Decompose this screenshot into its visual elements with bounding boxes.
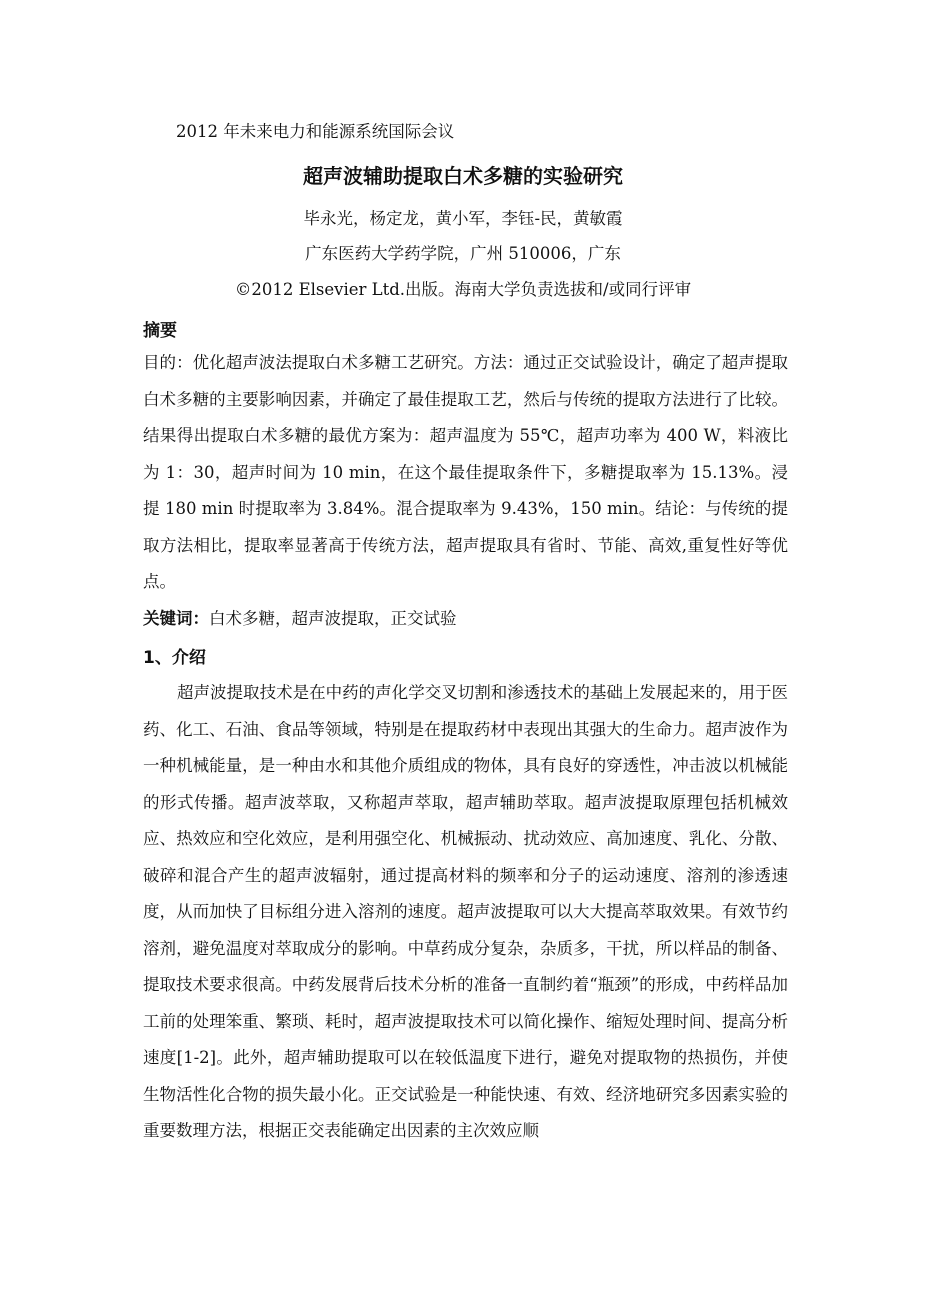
copyright: ©2012 Elsevier Ltd.出版。海南大学负责选拔和/或同行评审	[234, 280, 692, 299]
intro-text: 超声波提取技术是在中药的声化学交叉切割和渗透技术的基础上发展起来的，用于医药、化工、石油、食品等领域，特别是在提取药材中表现出其强大的生命力。超声波作为一种机械能量，是一种由水和其他介质组成的物体，具有良好的穿透性，冲击波以机械能的形式传播。超声波萃取，又称超声萃取，超声辅助萃取。超声波提取原理包括机械效应、热效应和空化效应，是利用强空化、机械振动、扰动效应、高加速度、乳化、分散、破碎和混合产生的超声波辐射，通过提高材料的频率和分子的运动速度、溶剂的渗透速度，从而加快了目标组分进入溶剂的速度。超声波提取可以大大提高萃取效果。有效节约溶剂，避免温度对萃取成分的影响。中草药成分复杂，杂质多，干扰，所以样品的制备、提取技术要求很高。中药发展背后技术分析的准备一直制约着“瓶颈”的形成，中药样品加工前的处理笨重、繁琐、耗时，超声波提取技术可以简化操作、缩短处理时间、提高分析速度[1-2]。此外，超声辅助提取可以在较低温度下进行，避免对提取物的热损伤，并使生物活性化合物的损失最小化。正交试验是一种能快速、有效、经济地研究多因素实验的重要数理方法，根据正交表能确定出因素的主次效应顺	[143, 683, 788, 1140]
authors: 毕永光，杨定龙，黄小军，李钰-民，黄敏霞	[303, 209, 623, 228]
abstract-text: 目的：优化超声波法提取白术多糖工艺研究。方法：通过正交试验设计，确定了超声提取白术多糖的主要影响因素，并确定了最佳提取工艺，然后与传统的提取方法进行了比较。结果得出提取白术多糖的最优方案为：超声温度为 55℃，超声功率为 400 W，料液比为 1：30，超声时间为 10 min，在这个最佳提取条件下，多糖提取率为 15.13%。浸提 180 min 时提取率为 3.84%。混合提取率为 9.43%，150 min。结论：与传统的提取方法相比，提取率显著高于传统方法，超声提取具有省时、节能、高效,重复性好等优点。	[143, 353, 788, 591]
affiliation: 广东医药大学药学院，广州 510006，广东	[305, 244, 621, 263]
conference-line: 2012 年未来电力和能源系统国际会议	[176, 122, 455, 141]
keywords-label: 关键词：	[143, 609, 209, 628]
intro-heading: 1、介绍	[143, 648, 206, 668]
paper-title: 超声波辅助提取白术多糖的实验研究	[303, 164, 623, 188]
keywords	[143, 605, 457, 629]
keywords-text: 白术多糖，超声波提取，正交试验	[209, 609, 457, 628]
abstract-heading: 摘要	[143, 321, 177, 341]
